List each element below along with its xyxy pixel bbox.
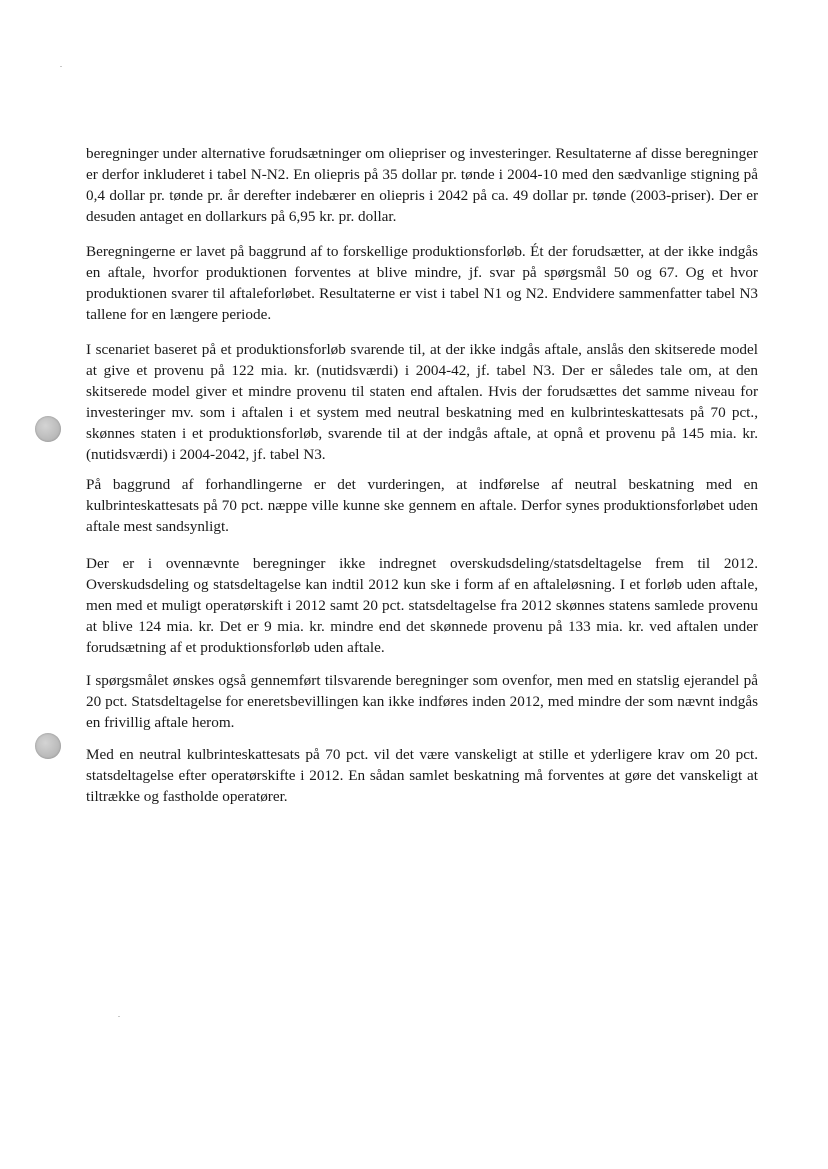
body-paragraph (86, 339, 758, 465)
body-paragraph (86, 553, 758, 658)
body-paragraph (86, 143, 758, 227)
punch-hole-decoration (35, 416, 61, 442)
body-paragraph (86, 670, 758, 733)
body-paragraph (86, 474, 758, 537)
punch-hole-decoration (35, 733, 61, 759)
paragraph-text: På baggrund af forhandlingerne er det vurderingen, at indførelse af neutral beskatning med en kulbrinteskattesats på 70 pct. næppe ville kunne ske gennem en aftale. Derfor synes produktionsforløbet uden aftale mest sandsynligt. (86, 476, 758, 535)
paragraph-text: Der er i ovennævnte beregninger ikke indregnet overskudsdeling/statsdeltagelse frem til 2012. Overskudsdeling og statsdeltagelse kan indtil 2012 kun ske i form af en aftaleløsning. I et forløb uden aftale, men med et muligt operatørskift i 2012 samt 20 pct. statsdeltagelse fra 2012 skønnes statens samlede provenu at blive 124 mia. kr. Det er 9 mia. kr. mindre end det skønnede provenu på 133 mia. kr. ved aftalen under forudsætning af et produktionsforløb uden aftale. (86, 555, 758, 656)
scan-speck-decoration (60, 66, 62, 67)
paragraph-text: Med en neutral kulbrinteskattesats på 70 pct. vil det være vanskeligt at stille et yderligere krav om 20 pct. statsdeltagelse efter operatørskifte i 2012. En sådan samlet beskatning må forventes at gøre det vanskeligt at tiltrække og fastholde operatører. (86, 746, 758, 805)
paragraph-text: Beregningerne er lavet på baggrund af to forskellige produktionsforløb. Ét der forudsætter, at der ikke indgås en aftale, hvorfor produktionen forventes at blive mindre, jf. svar på spørgsmål 50 og 67. Og et hvor produktionen svarer til aftaleforløbet. Resultaterne er vist i tabel N1 og N2. Endvidere sammenfatter tabel N3 tallene for en længere periode. (86, 243, 758, 323)
scan-speck-decoration (118, 1016, 120, 1017)
body-paragraph (86, 241, 758, 325)
paragraph-text: I spørgsmålet ønskes også gennemført tilsvarende beregninger som ovenfor, men med en statslig ejerandel på 20 pct. Statsdeltagelse for eneretsbevillingen kan ikke indføres inden 2012, med mindre der som nævnt indgås en frivillig aftale herom. (86, 672, 758, 731)
body-paragraph (86, 744, 758, 807)
paragraph-text: I scenariet baseret på et produktionsforløb svarende til, at der ikke indgås aftale, anslås den skitserede model at give et provenu på 122 mia. kr. (nutidsværdi) i 2004-42, jf. tabel N3. Der er således tale om, at den skitserede model giver et mindre provenu til staten end aftalen. Hvis der forudsættes det samme niveau for investeringer mv. som i aftalen i et system med neutral beskatning med en kulbrinteskattesats på 70 pct., skønnes staten i et produktionsforløb, svarende til at der indgås aftale, at opnå et provenu på 145 mia. kr. (nutidsværdi) i 2004-2042, jf. tabel N3. (86, 341, 758, 463)
paragraph-text: beregninger under alternative forudsætninger om oliepriser og investeringer. Resultaterne af disse beregninger er derfor inkluderet i tabel N-N2. En oliepris på 35 dollar pr. tønde i 2004-10 med den sædvanlige stigning på 0,4 dollar pr. tønde pr. år derefter indebærer en oliepris i 2042 på ca. 49 dollar pr. tønde (2003-priser). Der er desuden antaget en dollarkurs på 6,95 kr. pr. dollar. (86, 145, 758, 225)
